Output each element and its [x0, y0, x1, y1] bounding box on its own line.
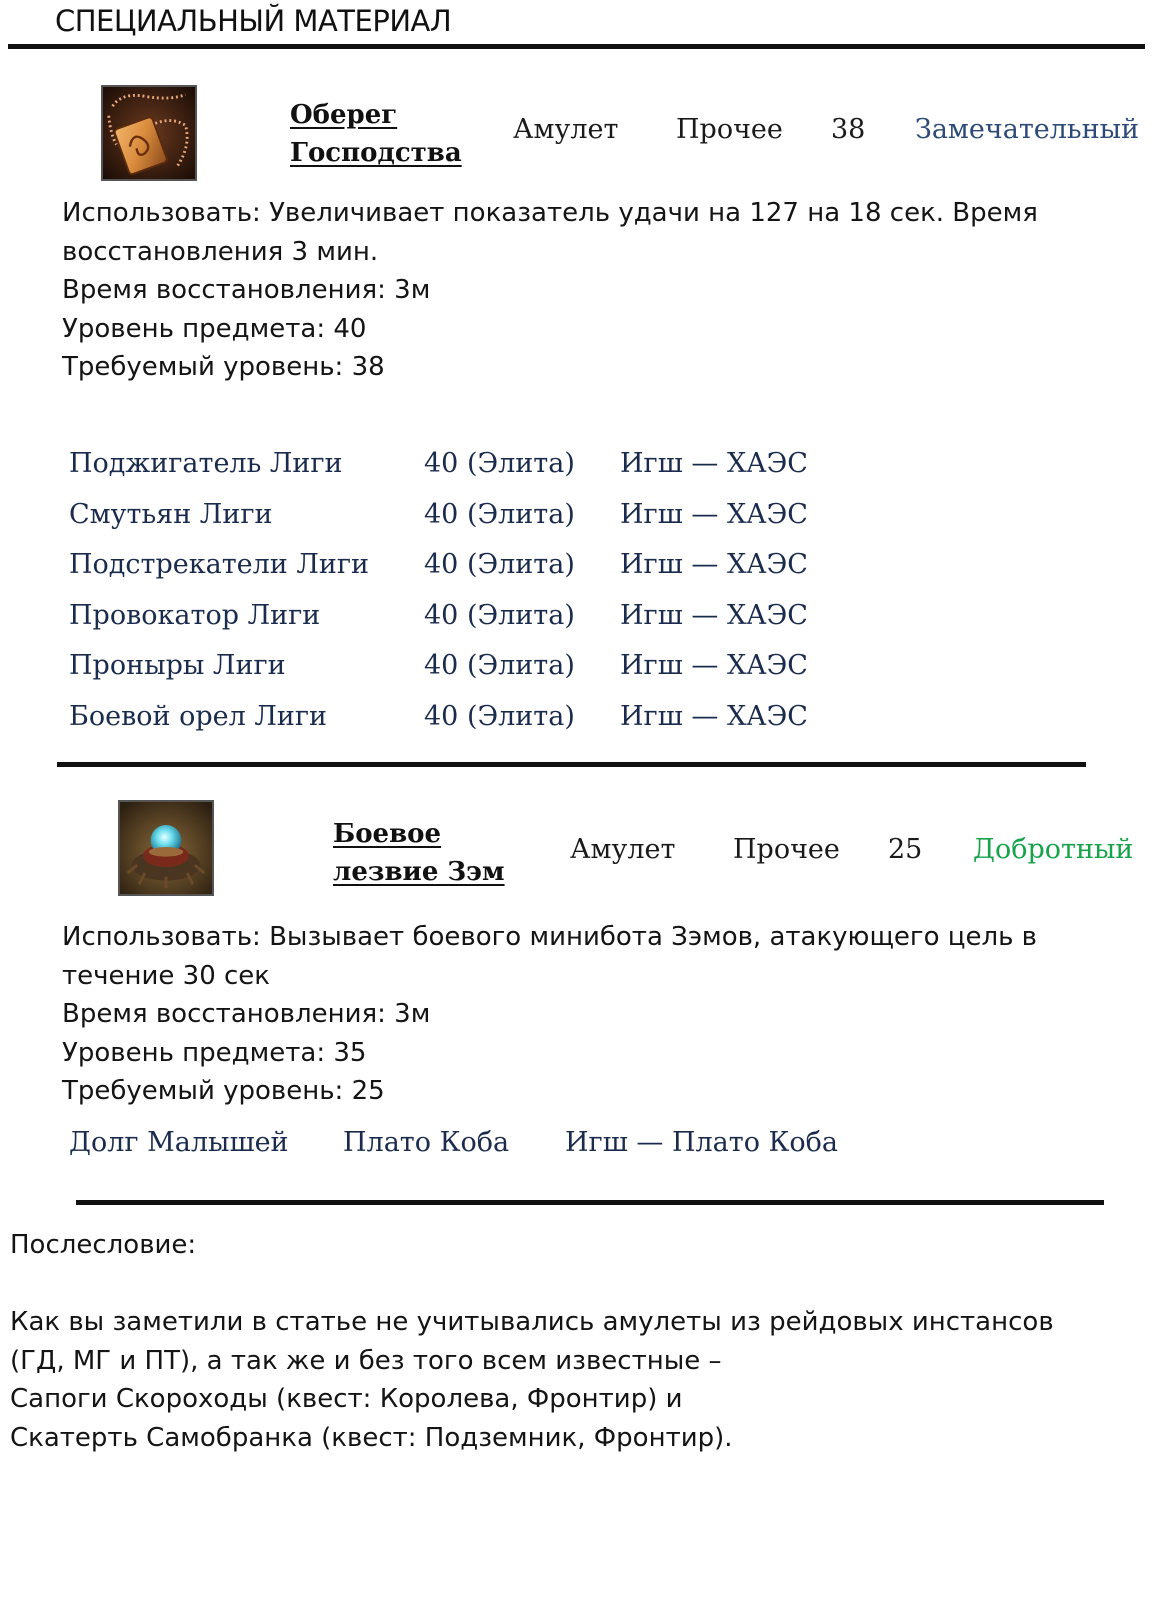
description-line: Уровень предмета: 40	[62, 313, 367, 344]
source-location: Игш — ХАЭС	[620, 701, 808, 732]
afterword-heading: Послесловие:	[10, 1230, 197, 1260]
afterword	[10, 1226, 1054, 1457]
source-location: Игш — ХАЭС	[620, 600, 808, 631]
item-description	[62, 194, 1038, 387]
item-description	[62, 918, 1037, 1111]
source-level: 40 (Элита)	[424, 499, 575, 530]
item-level: 38	[831, 114, 866, 145]
item-category: Прочее	[676, 114, 783, 145]
description-line: Использовать: Увеличивает показатель удачи на 127 на 18 сек. Время	[62, 198, 1038, 228]
header-divider	[8, 44, 1145, 49]
source-name: Провокатор Лиги	[69, 600, 321, 631]
source-level: 40 (Элита)	[424, 448, 575, 479]
item-name-line2: Господства	[290, 138, 462, 168]
item-type: Амулет	[570, 834, 676, 865]
amulet-chain-icon	[101, 85, 197, 181]
source-level: 40 (Элита)	[424, 701, 575, 732]
description-line: Требуемый уровень: 38	[62, 352, 385, 382]
source-level: 40 (Элита)	[424, 600, 575, 631]
item-level: 25	[888, 834, 923, 865]
source-location: Игш — ХАЭС	[620, 650, 808, 681]
item-name-line2: лезвие Зэм	[333, 857, 505, 887]
source-location: Игш — ХАЭС	[620, 549, 808, 580]
description-line: Использовать: Вызывает боевого минибота Зэмов, атакующего цель в	[62, 922, 1037, 952]
item-divider	[76, 1200, 1104, 1205]
description-line: течение 30 сек	[62, 960, 270, 991]
item-name[interactable]	[333, 815, 505, 891]
section-title: СПЕЦИАЛЬНЫЙ МАТЕРИАЛ	[55, 4, 452, 38]
item-quality: Замечательный	[915, 114, 1140, 145]
source-name: Проныры Лиги	[69, 650, 286, 681]
source-name: Подстрекатели Лиги	[69, 549, 370, 580]
item-name-line1: Боевое	[333, 819, 442, 849]
item-type: Амулет	[513, 114, 619, 145]
source-name: Смутьян Лиги	[69, 499, 273, 530]
afterword-line: (ГД, МГ и ПТ), а так же и без того всем известные –	[10, 1345, 722, 1376]
source-name: Поджигатель Лиги	[69, 448, 343, 479]
description-line: Уровень предмета: 35	[62, 1037, 367, 1068]
description-line: восстановления 3 мин.	[62, 236, 379, 267]
description-line: Требуемый уровень: 25	[62, 1076, 385, 1106]
afterword-line: Сапоги Скороходы (квест: Королева, Фронтир) и	[10, 1384, 683, 1414]
item-category: Прочее	[733, 834, 840, 865]
source-level: 40 (Элита)	[424, 650, 575, 681]
item-name-line1: Оберег	[290, 100, 398, 130]
item-name[interactable]	[290, 96, 462, 172]
source-location: Игш — ХАЭС	[620, 448, 808, 479]
item-divider	[57, 762, 1086, 767]
description-line: Время восстановления: 3м	[62, 999, 431, 1029]
source-level: Плато Коба	[343, 1127, 510, 1158]
description-line: Время восстановления: 3м	[62, 275, 431, 305]
afterword-line: Скатерть Самобранка (квест: Подземник, Фронтир).	[10, 1422, 733, 1453]
source-name: Долг Малышей	[69, 1127, 289, 1158]
source-level: 40 (Элита)	[424, 549, 575, 580]
source-location: Игш — Плато Коба	[565, 1127, 839, 1158]
afterword-line: Как вы заметили в статье не учитывались амулеты из рейдовых инстансов	[10, 1307, 1054, 1337]
item-quality: Добротный	[973, 834, 1134, 865]
orb-device-icon	[118, 800, 214, 896]
source-name: Боевой орел Лиги	[69, 701, 328, 732]
source-location: Игш — ХАЭС	[620, 499, 808, 530]
